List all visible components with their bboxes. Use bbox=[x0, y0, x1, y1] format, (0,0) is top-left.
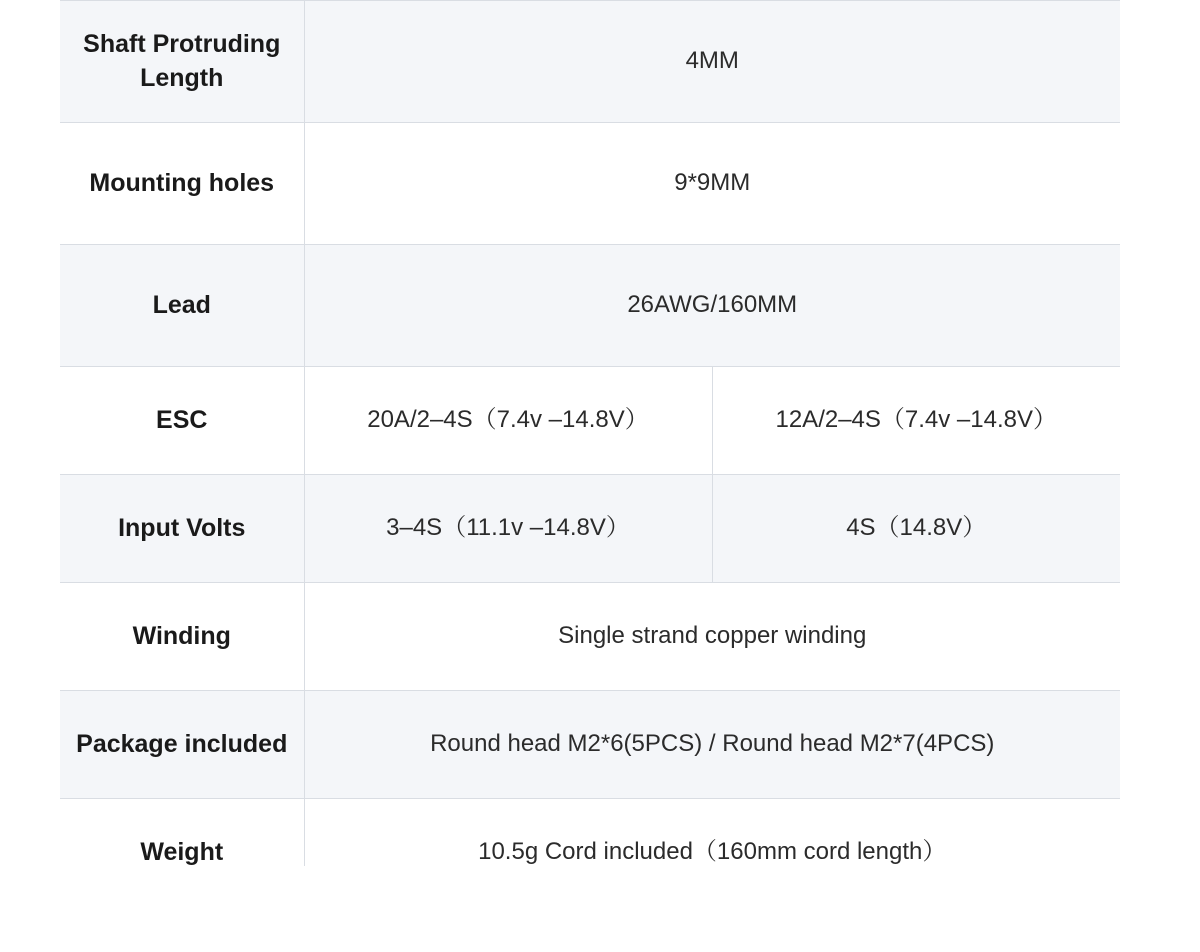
bottom-whitespace bbox=[0, 866, 1200, 952]
row-label: ESC bbox=[60, 367, 304, 475]
row-value-right: 12A/2–4S（7.4v –14.8V） bbox=[712, 367, 1120, 475]
row-label: Package included bbox=[60, 691, 304, 799]
row-value-left: 20A/2–4S（7.4v –14.8V） bbox=[304, 367, 712, 475]
table-row bbox=[60, 1, 1120, 123]
row-value: Round head M2*6(5PCS) / Round head M2*7(4PCS) bbox=[304, 691, 1120, 799]
table-row bbox=[60, 245, 1120, 367]
specifications-table bbox=[60, 0, 1120, 907]
row-value: Single strand copper winding bbox=[304, 583, 1120, 691]
row-value: 26AWG/160MM bbox=[304, 245, 1120, 367]
row-label: Shaft Protruding Length bbox=[60, 1, 304, 123]
row-label: Weight bbox=[60, 799, 304, 907]
row-value-left: 3–4S（11.1v –14.8V） bbox=[304, 475, 712, 583]
table-row bbox=[60, 367, 1120, 475]
row-value: 10.5g Cord included（160mm cord length） bbox=[304, 799, 1120, 907]
table-row bbox=[60, 583, 1120, 691]
row-value-right: 4S（14.8V） bbox=[712, 475, 1120, 583]
row-label: Lead bbox=[60, 245, 304, 367]
table-body bbox=[60, 1, 1120, 907]
row-value: 4MM bbox=[304, 1, 1120, 123]
row-label: Mounting holes bbox=[60, 123, 304, 245]
table-row bbox=[60, 691, 1120, 799]
table-row bbox=[60, 123, 1120, 245]
row-label: Input Volts bbox=[60, 475, 304, 583]
row-label: Winding bbox=[60, 583, 304, 691]
table-row bbox=[60, 475, 1120, 583]
row-value: 9*9MM bbox=[304, 123, 1120, 245]
